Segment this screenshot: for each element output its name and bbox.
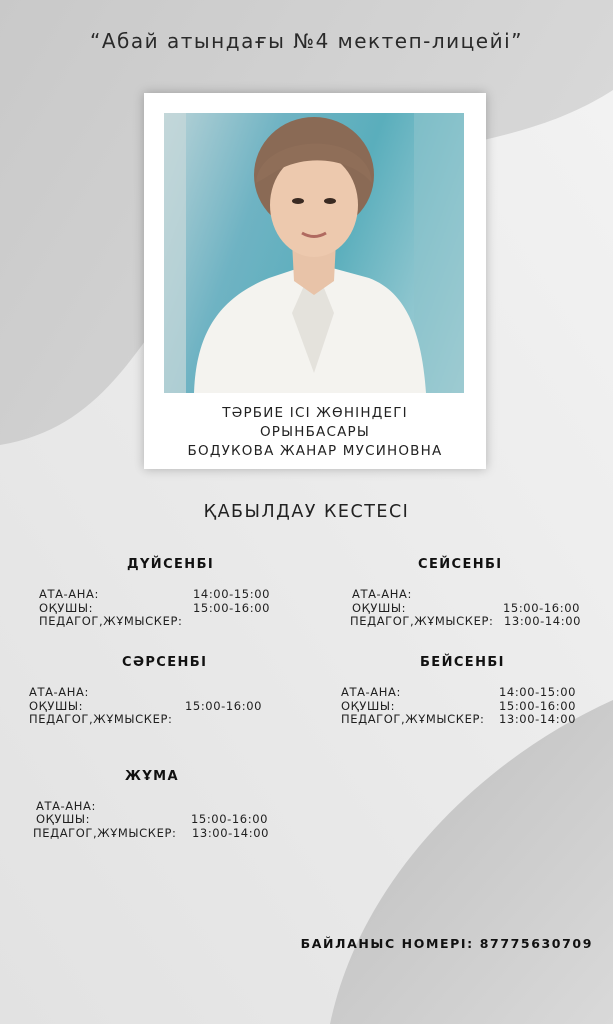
position-title-line1: ТӘРБИЕ ІСІ ЖӨНІНДЕГІ bbox=[222, 405, 408, 421]
monday-row-label: АТА-АНА: bbox=[39, 587, 99, 601]
day-friday: ЖҰМА bbox=[125, 769, 179, 784]
contact-info bbox=[301, 936, 593, 951]
friday-row-label: АТА-АНА: bbox=[36, 799, 96, 813]
day-thursday: БЕЙСЕНБІ bbox=[420, 655, 505, 670]
person-name: БОДУКОВА ЖАНАР МУСИНОВНА bbox=[187, 443, 443, 459]
day-wednesday: СӘРСЕНБІ bbox=[122, 655, 208, 670]
tuesday-row-label: ОҚУШЫ: bbox=[352, 601, 407, 615]
schedule-title: ҚАБЫЛДАУ КЕСТЕСІ bbox=[203, 502, 410, 522]
profile-photo bbox=[164, 113, 464, 393]
friday-row-label: ОҚУШЫ: bbox=[36, 812, 91, 826]
profile-card bbox=[144, 93, 486, 469]
school-title: “Абай атындағы №4 мектеп-лицейі” bbox=[89, 29, 524, 53]
friday-row-label: ПЕДАГОГ,ЖҰМЫСКЕР: bbox=[33, 826, 177, 840]
tuesday-row-label: АТА-АНА: bbox=[352, 587, 412, 601]
thursday-row-time: 13:00-14:00 bbox=[499, 712, 577, 726]
friday-row-time: 13:00-14:00 bbox=[192, 826, 270, 840]
friday-row-time: 15:00-16:00 bbox=[191, 812, 269, 826]
wednesday-row-label: ПЕДАГОГ,ЖҰМЫСКЕР: bbox=[29, 712, 173, 726]
thursday-row-time: 15:00-16:00 bbox=[499, 699, 577, 713]
thursday-row-label: АТА-АНА: bbox=[341, 685, 401, 699]
tuesday-row-label: ПЕДАГОГ,ЖҰМЫСКЕР: bbox=[350, 614, 494, 628]
profile-caption bbox=[144, 404, 486, 461]
tuesday-row-time: 15:00-16:00 bbox=[503, 601, 581, 615]
contact-phone: 87775630709 bbox=[479, 936, 593, 951]
monday-row-time: 15:00-16:00 bbox=[193, 601, 271, 615]
wednesday-row-time: 15:00-16:00 bbox=[185, 699, 263, 713]
monday-row-time: 14:00-15:00 bbox=[193, 587, 271, 601]
thursday-row-label: ОҚУШЫ: bbox=[341, 699, 396, 713]
position-title-line2: ОРЫНБАСАРЫ bbox=[259, 424, 371, 440]
monday-row-label: ПЕДАГОГ,ЖҰМЫСКЕР: bbox=[39, 614, 183, 628]
monday-row-label: ОҚУШЫ: bbox=[39, 601, 94, 615]
thursday-row-time: 14:00-15:00 bbox=[499, 685, 577, 699]
tuesday-row-time: 13:00-14:00 bbox=[504, 614, 582, 628]
day-monday: ДҮЙСЕНБІ bbox=[127, 557, 215, 572]
wednesday-row-label: ОҚУШЫ: bbox=[29, 699, 84, 713]
day-tuesday: СЕЙСЕНБІ bbox=[418, 557, 503, 572]
thursday-row-label: ПЕДАГОГ,ЖҰМЫСКЕР: bbox=[341, 712, 485, 726]
contact-label: БАЙЛАНЫС НОМЕРІ: bbox=[300, 936, 474, 951]
wednesday-row-label: АТА-АНА: bbox=[29, 685, 89, 699]
